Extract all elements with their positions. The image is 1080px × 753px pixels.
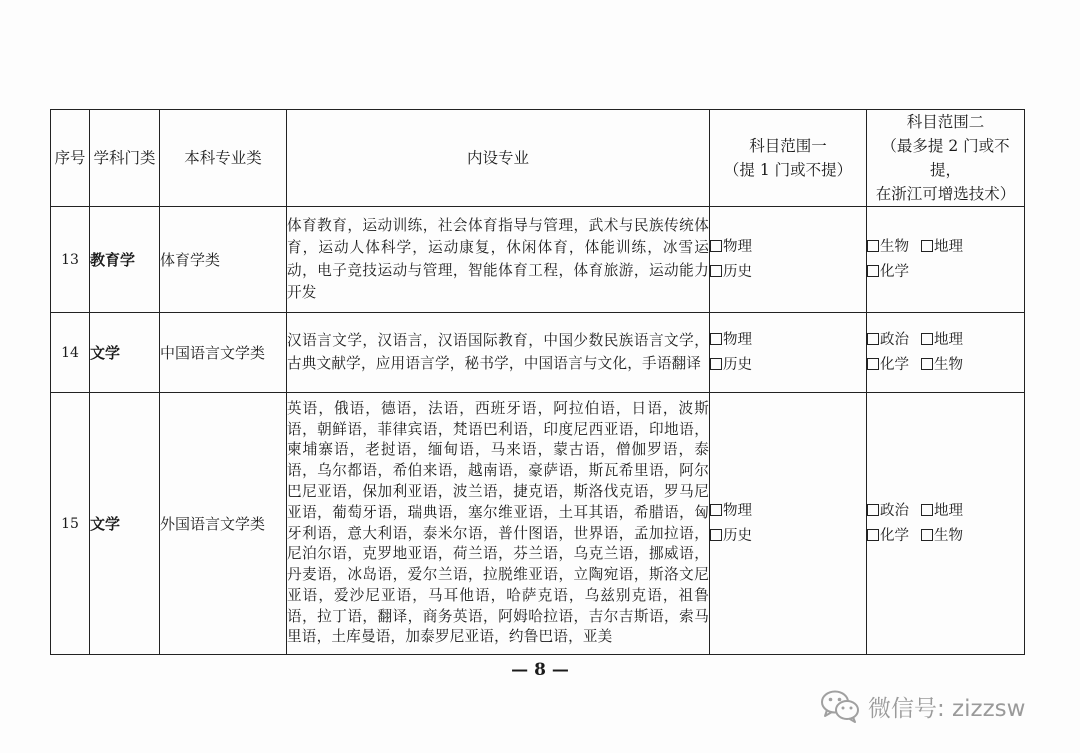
checkbox-icon [867,240,879,252]
row-majors: 体育教育，运动训练，社会体育指导与管理，武术与民族传统体育，运动人体科学，运动康复，休闲体育，体能训练，冰雪运动，电子竞技运动与管理，智能体育工程，体育旅游，运动能力开发 [287,207,710,313]
option-label: 化学 [880,527,909,544]
checkbox-icon [710,265,722,277]
option-label: 政治 [880,502,909,519]
header-majors: 内设专业 [287,110,710,207]
row-majors: 汉语言文学，汉语言，汉语国际教育，中国少数民族语言文学，古典文献学，应用语言学，秘书学，中国语言与文化，手语翻译 [287,313,710,393]
row-number: 14 [51,313,90,393]
option-geography [921,328,963,353]
header-range2-note1: （最多提 2 门或不提， [881,137,1010,179]
option-history [710,353,866,378]
option-politics [867,499,909,524]
row-category: 外国语言文学类 [160,393,287,655]
row-number: 13 [51,207,90,313]
option-chemistry [867,353,909,378]
header-seq: 序号 [51,110,90,207]
option-biology [921,524,963,549]
range2-line [867,524,1024,549]
header-range1-note: （提 1 门或不提） [723,161,853,179]
range1-options [710,393,867,655]
checkbox-icon [921,333,933,345]
option-label: 生物 [934,527,963,544]
option-chemistry [867,260,909,285]
range2-options [867,393,1025,655]
option-label: 历史 [723,356,752,373]
option-label: 化学 [880,263,909,280]
option-label: 化学 [880,356,909,373]
option-chemistry [867,524,909,549]
option-label: 政治 [880,331,909,348]
row-number: 15 [51,393,90,655]
option-geography [921,499,963,524]
option-physics [710,499,866,524]
option-label: 地理 [934,502,963,519]
subject-requirements-table [50,109,1025,655]
range1-options [710,207,867,313]
range1-options [710,313,867,393]
range2-line [867,499,1024,524]
row-discipline: 文学 [90,313,160,393]
wechat-logo-icon [820,689,860,723]
range2-options [867,313,1025,393]
range2-line [867,235,1024,260]
table-row [51,393,1025,655]
checkbox-icon [921,358,933,370]
range2-options [867,207,1025,313]
checkbox-icon [710,529,722,541]
header-range2 [867,110,1025,207]
row-category: 体育学类 [160,207,287,313]
option-physics [710,235,866,260]
option-physics [710,328,866,353]
checkbox-icon [710,504,722,516]
checkbox-icon [921,240,933,252]
option-label: 历史 [723,263,752,280]
checkbox-icon [921,529,933,541]
option-geography [921,235,963,260]
header-discipline: 学科门类 [90,110,160,207]
row-majors: 英语，俄语，德语，法语，西班牙语，阿拉伯语，日语，波斯语，朝鲜语，菲律宾语，梵语巴利语，印度尼西亚语，印地语，柬埔寨语，老挝语，缅甸语，马来语，蒙古语，僧伽罗语，泰语，乌尔都语，希伯来语，越南语，豪萨语，斯瓦希里语，阿尔巴尼亚语，保加利亚语，波兰语，捷克语，斯洛伐克语，罗马尼亚语，葡萄牙语，瑞典语，塞尔维亚语，土耳其语，希腊语，匈牙利语，意大利语，泰米尔语，普什图语，世界语，孟加拉语，尼泊尔语，克罗地亚语，荷兰语，芬兰语，乌克兰语，挪威语，丹麦语，冰岛语，爱尔兰语，拉脱维亚语，立陶宛语，斯洛文尼亚语，爱沙尼亚语，马耳他语，哈萨克语，乌兹别克语，祖鲁语，拉丁语，翻译，商务英语，阿姆哈拉语，吉尔吉斯语，索马里语，土库曼语，加泰罗尼亚语，约鲁巴语，亚美 [287,393,710,655]
header-range2-note2: 在浙江可增选技术） [875,185,1016,203]
row-discipline: 教育学 [90,207,160,313]
header-category: 本科专业类 [160,110,287,207]
header-range1-title: 科目范围一 [749,137,827,155]
checkbox-icon [710,333,722,345]
option-label: 物理 [723,331,752,348]
checkbox-icon [867,265,879,277]
range2-line [867,328,1024,353]
checkbox-icon [867,529,879,541]
checkbox-icon [867,333,879,345]
option-biology [921,353,963,378]
table-header-row [51,110,1025,207]
row-discipline: 文学 [90,393,160,655]
range2-line [867,260,1024,285]
watermark-text: 微信号: zizzsw [868,695,1026,722]
checkbox-icon [710,240,722,252]
option-label: 物理 [723,238,752,255]
option-label: 历史 [723,527,752,544]
option-label: 地理 [934,238,963,255]
wechat-watermark [820,688,1025,724]
option-biology [867,235,909,260]
checkbox-icon [867,504,879,516]
option-history [710,524,866,549]
checkbox-icon [710,358,722,370]
header-range2-title: 科目范围二 [906,113,985,131]
table-row [51,207,1025,313]
checkbox-icon [921,504,933,516]
table-row [51,313,1025,393]
range2-line [867,353,1024,378]
option-history [710,260,866,285]
checkbox-icon [867,358,879,370]
option-label: 地理 [934,331,963,348]
option-label: 生物 [880,238,909,255]
page-number: — 8 — [511,660,569,680]
row-category: 中国语言文学类 [160,313,287,393]
option-politics [867,328,909,353]
option-label: 物理 [723,502,752,519]
option-label: 生物 [934,356,963,373]
header-range1 [710,110,867,207]
